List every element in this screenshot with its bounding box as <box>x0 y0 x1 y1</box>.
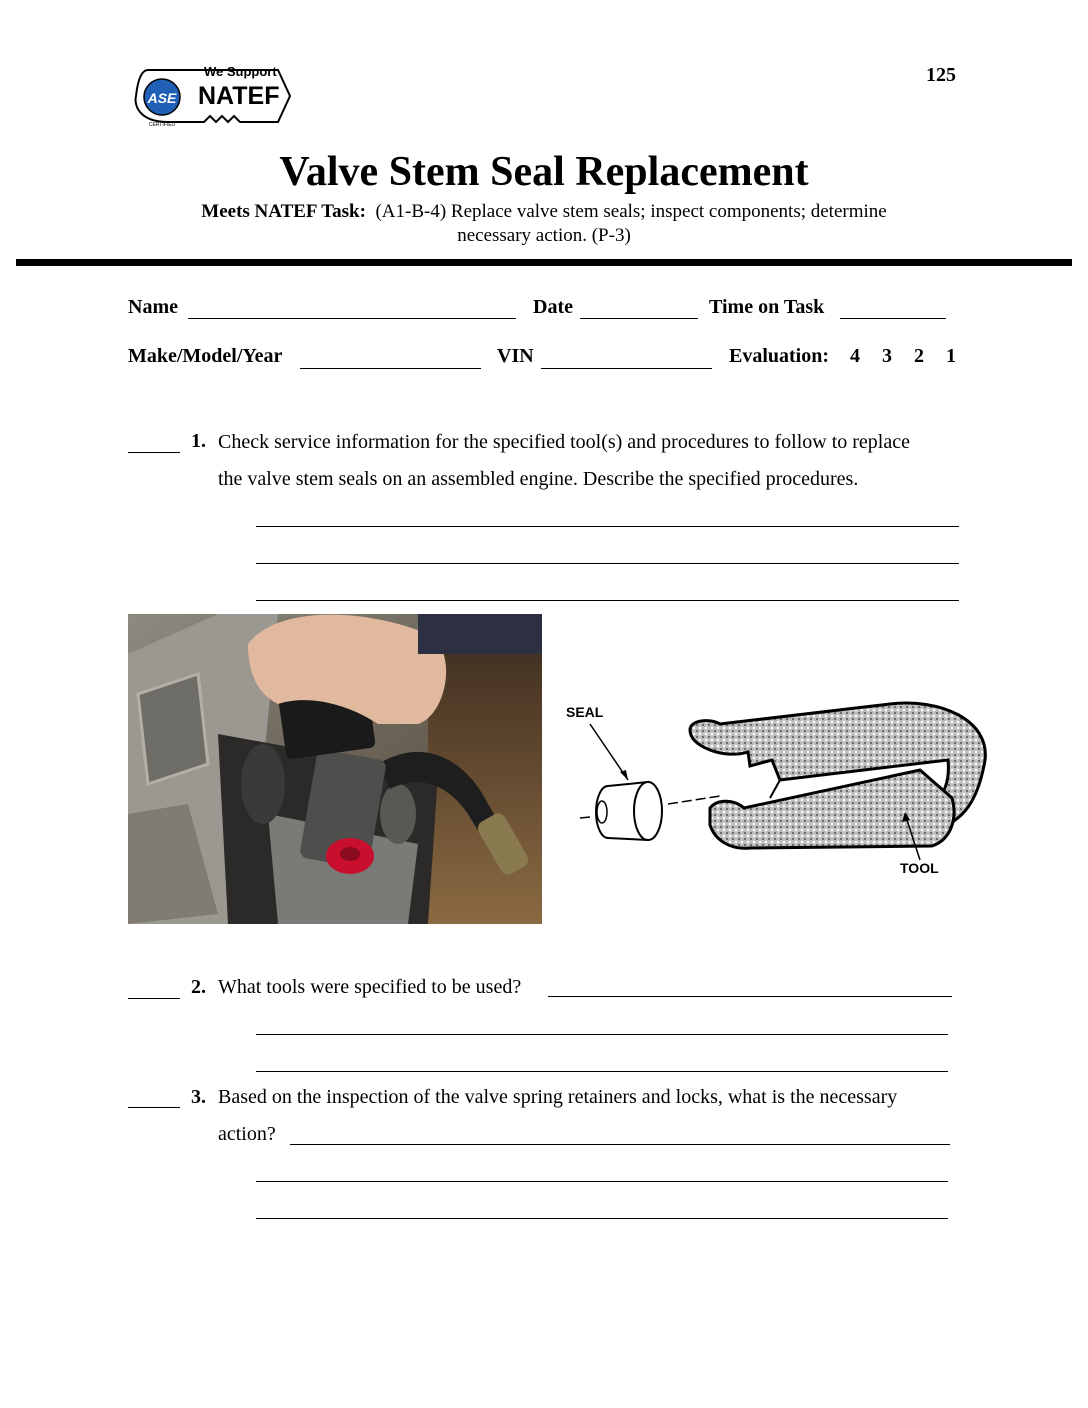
engine-photo <box>128 614 542 924</box>
q3-text <box>218 1079 968 1153</box>
natef-logo <box>128 60 293 140</box>
task-description <box>0 200 1088 248</box>
q3-answer-line[interactable] <box>256 1181 948 1182</box>
seal-tool-diagram <box>560 690 1000 890</box>
page-title: Valve Stem Seal Replacement <box>279 149 809 195</box>
make-model-year-field[interactable] <box>300 368 481 369</box>
q2-answer-line[interactable] <box>256 1034 948 1035</box>
tool-label: TOOL <box>900 860 939 876</box>
time-on-task-field[interactable] <box>840 318 946 319</box>
task-label: Meets NATEF Task: <box>201 201 366 222</box>
q2-answer-line[interactable] <box>256 1071 948 1072</box>
logo-badge-text: ASE <box>147 90 177 106</box>
evaluation-label: Evaluation: <box>729 345 830 367</box>
q2-check-blank[interactable] <box>128 998 180 999</box>
q1-text <box>218 424 978 498</box>
evaluation-option-2[interactable]: 2 <box>914 345 924 367</box>
q2-answer-line[interactable] <box>548 996 952 997</box>
q1-number: 1. <box>191 430 206 452</box>
evaluation-option-1[interactable]: 1 <box>946 345 956 367</box>
page-number: 125 <box>926 64 956 86</box>
vin-field[interactable] <box>541 368 712 369</box>
q3-line1: Based on the inspection of the valve spring retainers and locks, what is the necessary <box>218 1086 898 1108</box>
task-line2: necessary action. (P-3) <box>457 225 631 246</box>
q1-answer-line[interactable] <box>256 600 959 601</box>
q3-number: 3. <box>191 1086 206 1108</box>
q1-line1: Check service information for the specified tool(s) and procedures to follow to replace <box>218 431 910 453</box>
make-model-year-label: Make/Model/Year <box>128 345 283 367</box>
q1-answer-line[interactable] <box>256 526 959 527</box>
task-line1: (A1-B-4) Replace valve stem seals; inspect components; determine <box>375 201 887 222</box>
q3-line2: action? <box>218 1123 276 1145</box>
date-field[interactable] <box>580 318 698 319</box>
vin-label: VIN <box>497 345 534 367</box>
logo-certified-text: CERTIFIED <box>148 122 176 128</box>
q3-answer-line[interactable] <box>290 1144 950 1145</box>
seal-part-icon <box>580 782 662 840</box>
name-label: Name <box>128 296 178 318</box>
q1-check-blank[interactable] <box>128 452 180 453</box>
q2-number: 2. <box>191 976 206 998</box>
date-label: Date <box>533 296 573 318</box>
header-divider <box>16 259 1072 266</box>
q3-check-blank[interactable] <box>128 1107 180 1108</box>
q1-line2: the valve stem seals on an assembled engine. Describe the specified procedures. <box>218 468 859 490</box>
q3-answer-line[interactable] <box>256 1218 948 1219</box>
name-field[interactable] <box>188 318 516 319</box>
seal-label: SEAL <box>566 704 604 720</box>
evaluation-option-3[interactable]: 3 <box>882 345 892 367</box>
time-on-task-label: Time on Task <box>709 296 825 318</box>
valve-tool-icon <box>690 703 985 848</box>
q1-answer-line[interactable] <box>256 563 959 564</box>
evaluation-option-4[interactable]: 4 <box>850 345 860 367</box>
logo-main-text: NATEF <box>198 82 280 110</box>
logo-top-text: We Support <box>204 64 277 79</box>
q2-text: What tools were specified to be used? <box>218 976 522 998</box>
